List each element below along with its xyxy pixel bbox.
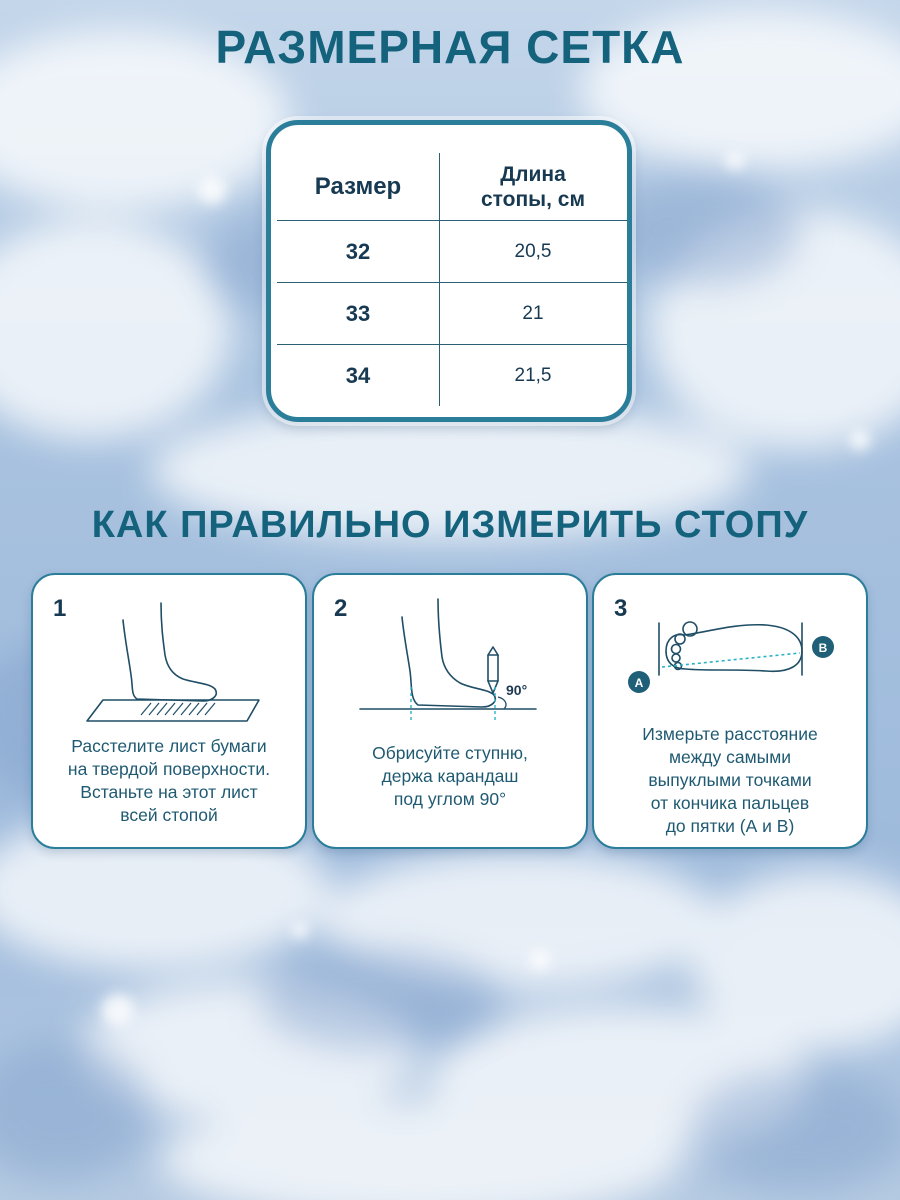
table-row [277, 283, 627, 345]
step-number: 1 [53, 595, 67, 622]
step-description: Измерьте расстояние между самыми выпуклыми точками от кончика пальцев до пятки (А и В) [642, 724, 818, 836]
point-a-label: A [634, 676, 644, 690]
table-header-row [277, 153, 627, 221]
point-b-label: B [818, 641, 828, 655]
column-header-size: Размер [277, 153, 440, 220]
page-title: РАЗМЕРНАЯ СЕТКА [215, 21, 685, 73]
step-card-2 [312, 573, 588, 849]
step-description: Обрисуйте ступню, держа карандаш под углом 90° [372, 743, 528, 809]
length-cell: 21,5 [514, 364, 552, 386]
table-row [277, 221, 627, 283]
size-cell: 33 [277, 283, 440, 344]
step-number: 3 [614, 595, 628, 622]
measure-section-title: КАК ПРАВИЛЬНО ИЗМЕРИТЬ СТОПУ [91, 504, 809, 546]
step-description: Расстелите лист бумаги на твердой поверхности. Встаньте на этот лист всей стопой [67, 736, 271, 825]
length-cell: 21 [522, 302, 544, 324]
size-cell: 34 [277, 345, 440, 406]
table-row [277, 345, 627, 406]
size-table [277, 153, 627, 406]
length-cell: 20,5 [514, 240, 552, 262]
step-card-1 [31, 573, 307, 849]
column-header-length: Длина стопы, см [480, 162, 585, 211]
size-table-card [266, 120, 632, 422]
step-number: 2 [334, 595, 348, 622]
angle-label: 90° [506, 682, 528, 698]
size-cell: 32 [277, 221, 440, 282]
step-card-3 [592, 573, 868, 849]
